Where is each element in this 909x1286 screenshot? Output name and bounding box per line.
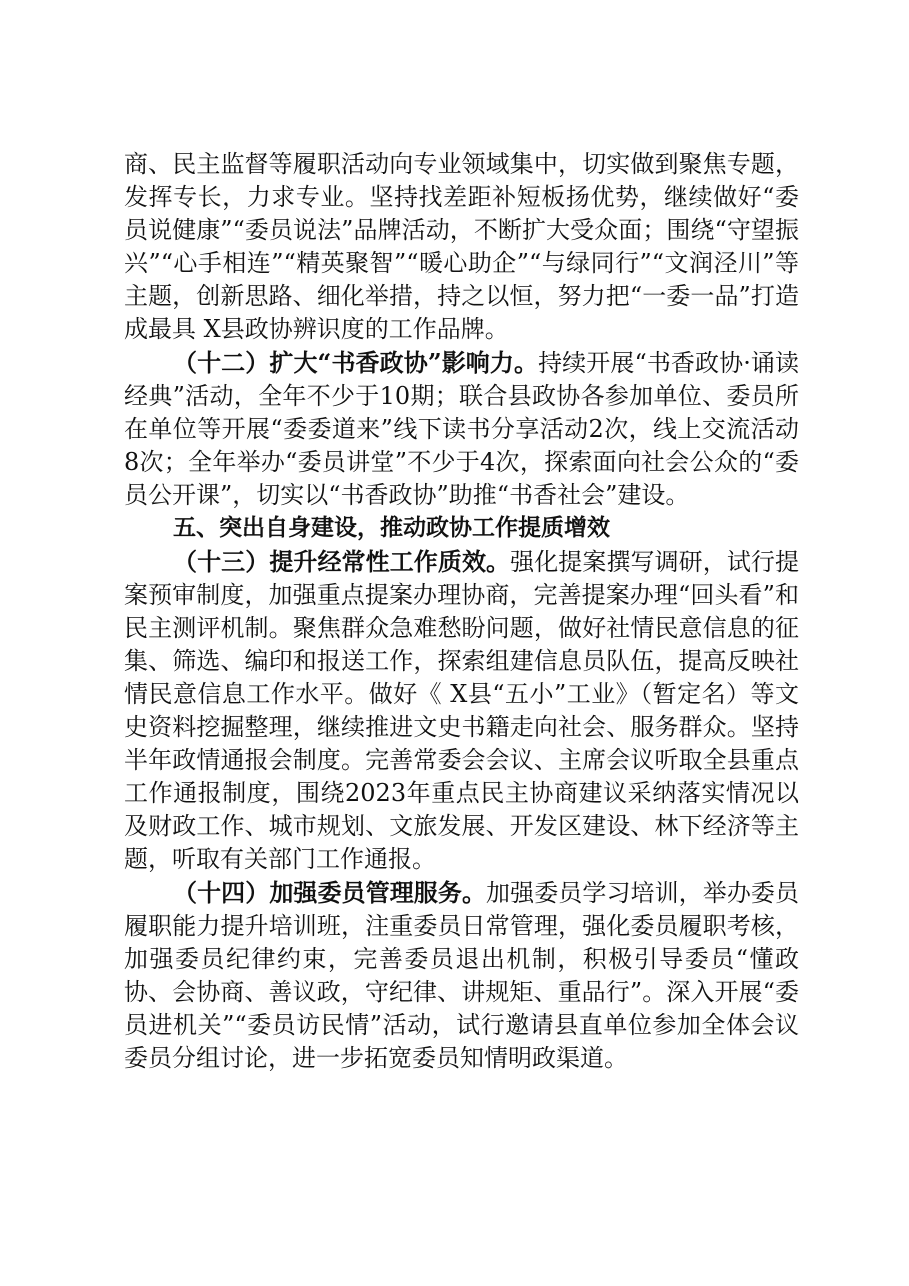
paragraph-item-12 xyxy=(124,346,799,512)
section-heading-5: 五、突出自身建设，推动政协工作提质增效 xyxy=(173,515,610,541)
document-body xyxy=(124,148,799,1075)
item-13-text: 强化提案撰写调研，试行提案预审制度，加强重点提案办理协商，完善提案办理“回头看”和民主测评机制。聚焦群众急难愁盼问题，做好社情民意信息的征集、筛选、编印和报送工作，探索组建信息员队伍，提高反映社情民意信息工作水平。做好《 X县“五小”工业》（暂定名）等文史资料挖掘整理，继续推进文史书籍走向社会、服务群众。坚持半年政情通报会制度。完善常委会会议、主席会议听取全县重点工作通报制度，围绕2023年重点民主协商建议采纳落实情况以及财政工作、城市规划、文旅发展、开发区建设、林下经济等主题，听取有关部门工作通报。 xyxy=(124,548,800,873)
item-14-lead: （十四）加强委员管理服务。 xyxy=(173,878,487,907)
item-13-lead: （十三）提升经常性工作质效。 xyxy=(173,547,511,576)
item-12-text: 持续开展“书香政协·诵读经典”活动，全年不少于10期；联合县政协各参加单位、委员所在单位等开展“委委道来”线下读书分享活动2次，线上交流活动8次；全年举办“委员讲堂”不少于4次，探索面向社会公众的“委员公开课”，切实以“书香政协”助推“书香社会”建设。 xyxy=(124,349,800,509)
paragraph-item-14 xyxy=(124,876,799,1075)
paragraph-item-13 xyxy=(124,545,799,876)
item-12-lead: （十二）扩大“书香政协”影响力。 xyxy=(173,348,539,377)
paragraph-continuation: 商、民主监督等履职活动向专业领域集中，切实做到聚焦专题，发挥专长，力求专业。坚持找差距补短板扬优势，继续做好“委员说健康”“委员说法”品牌活动，不断扩大受众面；围绕“守望振兴”“心手相连”“精英聚智”“暖心助企”“与绿同行”“文润泾川”等主题，创新思路、细化举措，持之以恒，努力把“一委一品”打造成最具 X县政协辨识度的工作品牌。 xyxy=(124,150,799,343)
item-14-text: 加强委员学习培训，举办委员履职能力提升培训班，注重委员日常管理，强化委员履职考核，加强委员纪律约束，完善委员退出机制，积极引导委员“懂政协、会协商、善议政，守纪律、讲规矩、重品行”。深入开展“委员进机关”“委员访民情”活动，试行邀请县直单位参加全体会议委员分组讨论，进一步拓宽委员知情明政渠道。 xyxy=(124,879,800,1072)
